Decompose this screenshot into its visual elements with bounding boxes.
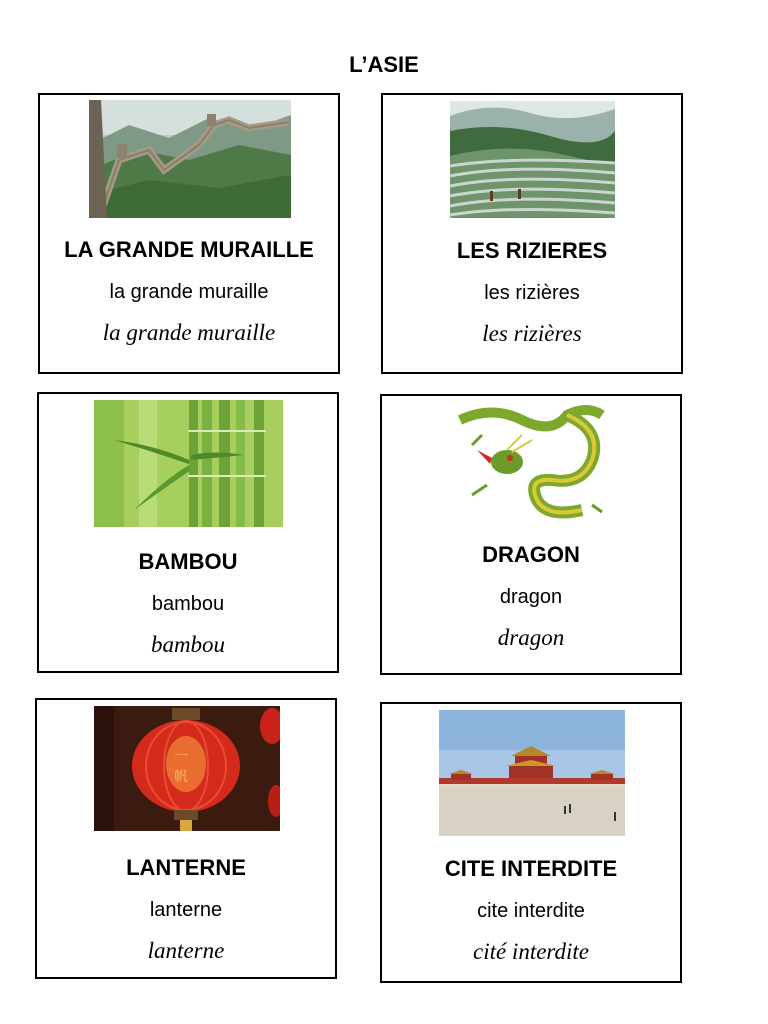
page-title: L’ASIE: [349, 52, 419, 77]
great-wall-image: [89, 100, 291, 218]
card-great-wall: [38, 93, 340, 374]
card-title-script: cité interdite: [472, 939, 590, 964]
card-title-upper: LA GRANDE MURAILLE: [64, 237, 314, 262]
svg-text:一: 一: [174, 749, 188, 765]
card-bamboo: [37, 392, 339, 673]
card-title-upper: BAMBOU: [138, 549, 238, 574]
forbidden-city-image: [439, 710, 625, 836]
card-title-lower: lanterne: [149, 899, 223, 921]
card-title-lower: la grande muraille: [109, 281, 269, 303]
lantern-image: [94, 706, 280, 831]
card-title-script: lanterne: [147, 938, 225, 963]
card-title-lower: les rizières: [484, 282, 580, 304]
card-title-upper: LANTERNE: [126, 855, 246, 880]
card-title-upper: CITE INTERDITE: [444, 856, 618, 881]
card-title-script: la grande muraille: [102, 320, 276, 345]
rice-terraces-image: [450, 101, 615, 218]
card-title-script: les rizières: [482, 321, 582, 346]
card-title-lower: cite interdite: [477, 900, 585, 922]
card-title-upper: DRAGON: [482, 542, 580, 567]
card-title-upper: LES RIZIERES: [456, 238, 608, 263]
dragon-image: [452, 400, 612, 520]
card-forbidden-city: [380, 702, 682, 983]
card-title-script: bambou: [150, 632, 226, 657]
card-title-lower: bambou: [151, 593, 225, 615]
card-title-lower: dragon: [499, 586, 563, 608]
svg-text:帆: 帆: [174, 769, 188, 785]
card-lantern: [35, 698, 337, 979]
bamboo-image: [94, 400, 283, 527]
card-dragon: [380, 394, 682, 675]
card-rice-terraces: [381, 93, 683, 374]
card-title-script: dragon: [497, 625, 565, 650]
